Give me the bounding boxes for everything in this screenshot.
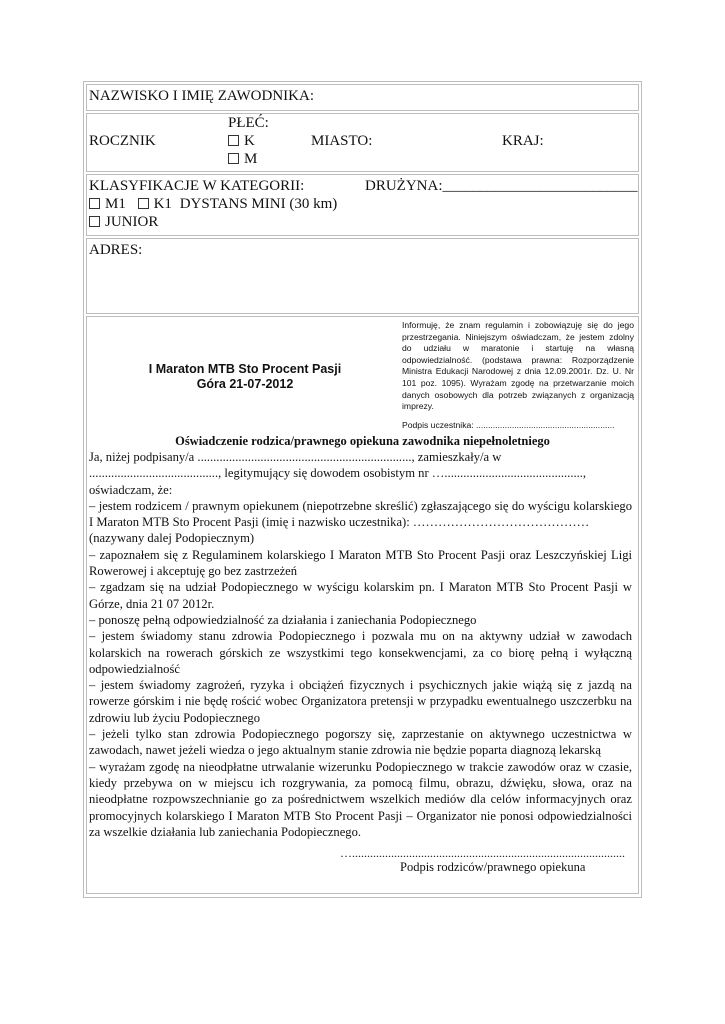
- event-title-line1: I Maraton MTB Sto Procent Pasji: [148, 362, 342, 376]
- category-options: [89, 196, 337, 213]
- year-label: ROCZNIK: [89, 133, 156, 149]
- statement-p10: – wyrażam zgodę na nieodpłatne utrwalanie wizerunku Podopiecznego w trakcie zawodów oraz w czasie, kiedy przebywa on w miejscu ich rozgrywania, za pomocą filmu, obrazu, dźwięku, słowa, oraz na nieodpłatne rozpowszechnianie go za pośrednictwem wszelkich mediów dla celów informacyjnych oraz promocyjnych kolarskiego I Maraton MTB Sto Procent Pasji – Organizator nie ponosi odpowiedzialności za wszelkie działania lub zaniechania Podopiecznego.: [89, 759, 632, 839]
- statement-p9: – jeżeli tylko stan zdrowia Podopiecznego pogorszy się, zaprzestanie on aktywnego uczestnictwa w zawodach, nawet jeżeli wiedza o jego aktualnym stanie zdrowia nie będzie poparta diagnozą lekarską: [89, 727, 632, 758]
- statement-p4: – zapoznałem się z Regulaminem kolarskiego I Maraton MTB Sto Procent Pasji oraz Leszczyńskiej Ligi Rowerowej i akceptuję go bez zastrzeżeń: [89, 547, 632, 579]
- cat-junior-label: JUNIOR: [105, 214, 159, 230]
- statement-p5: – zgadzam się na udział Podopiecznego w wyścigu kolarskim pn. I Maraton MTB Sto Procent Pasji w Górze, dnia 21 07 2012r.: [89, 580, 632, 611]
- guardian-signature-line[interactable]: …...........................................................................................: [340, 846, 625, 860]
- sex-m-label: M: [244, 151, 258, 167]
- address-label: ADRES:: [89, 242, 143, 258]
- statement-p7: – jestem świadomy stanu zdrowia Podopiecznego i pozwala mu on na aktywny udział w zawodach kolarskich na rowerach górskich ze wszystkimi tego konsekwencjami, za co biorę pełną i wyłączną odpowiedzialność: [89, 629, 632, 676]
- statement-body: [89, 449, 632, 840]
- sex-option-m[interactable]: [228, 151, 257, 168]
- statement-p8: – jestem świadomy zagrożeń, ryzyka i obciążeń fizycznych i psychicznych jakie wiążą się z jazdą na rowerze górskim i nie będę rościć wobec Organizatora pretensji w przypadku ewentualnego uszczerbku na zdrowiu lub życiu Podopiecznego: [89, 678, 632, 725]
- team-label: DRUŻYNA:__________________________: [365, 178, 638, 194]
- participant-signature[interactable]: Podpis uczestnika: ..........................................................: [402, 420, 615, 430]
- city-label: MIASTO:: [311, 133, 373, 149]
- checkbox-m1[interactable]: [89, 198, 100, 209]
- sex-label: PŁEĆ:: [228, 115, 269, 131]
- checkbox-k1[interactable]: [138, 198, 149, 209]
- sex-k-label: K: [244, 133, 255, 149]
- cat-m1-label: M1: [105, 196, 126, 212]
- statement-p2: – jestem rodzicem / prawnym opiekunem (niepotrzebne skreślić) zgłaszającego się do wyścigu kolarskiego I Maraton MTB Sto Procent Pasji (imię i nazwisko uczestnika): ……………………………………: [89, 498, 632, 530]
- category-junior[interactable]: [89, 214, 158, 231]
- checkbox-k[interactable]: [228, 135, 239, 146]
- distance-label: DYSTANS MINI (30 km): [179, 196, 338, 212]
- cat-k1-label: K1: [153, 196, 172, 212]
- address-row[interactable]: [86, 238, 639, 314]
- statement-p6: – ponoszę pełną odpowiedzialność za działania i zaniechania Podopiecznego: [89, 612, 477, 627]
- consent-info: Informuję, że znam regulamin i zobowiązuję się do jego przestrzegania. Niniejszym oświadczam, że jestem zdolny do udziału w maratonie i startuję na własną odpowiedzialność. (podstawa prawna: Rozporządzenie Ministra Edukacji Narodowej z dnia 12.09.2001r. Dz. U. Nr 101 poz. 1095). Wyrażam zgodę na przetwarzanie moich danych osobowych dla potrzeb związanych z organizacją imprezy.: [402, 320, 634, 412]
- name-label: NAZWISKO I IMIĘ ZAWODNIKA:: [89, 88, 314, 104]
- statement-heading: Oświadczenie rodzica/prawnego opiekuna zawodnika niepełnoletniego: [175, 434, 550, 448]
- statement-p1: Ja, niżej podpisany/a ...................................................................., zamieszkały/a w ........................................., legitymujący się dowodem osobistym nr …............................................, oświadczam, że:: [89, 450, 587, 497]
- sex-option-k[interactable]: [228, 133, 255, 150]
- statement-p3: (nazywany dalej Podopiecznym): [89, 531, 255, 546]
- class-label: KLASYFIKACJE W KATEGORII:: [89, 178, 305, 194]
- guardian-signature-label: Podpis rodziców/prawnego opiekuna: [400, 860, 586, 874]
- event-title-line2: Góra 21-07-2012: [196, 377, 294, 391]
- checkbox-junior[interactable]: [89, 216, 100, 227]
- country-label: KRAJ:: [502, 133, 544, 149]
- event-title: [96, 362, 394, 392]
- checkbox-m[interactable]: [228, 153, 239, 164]
